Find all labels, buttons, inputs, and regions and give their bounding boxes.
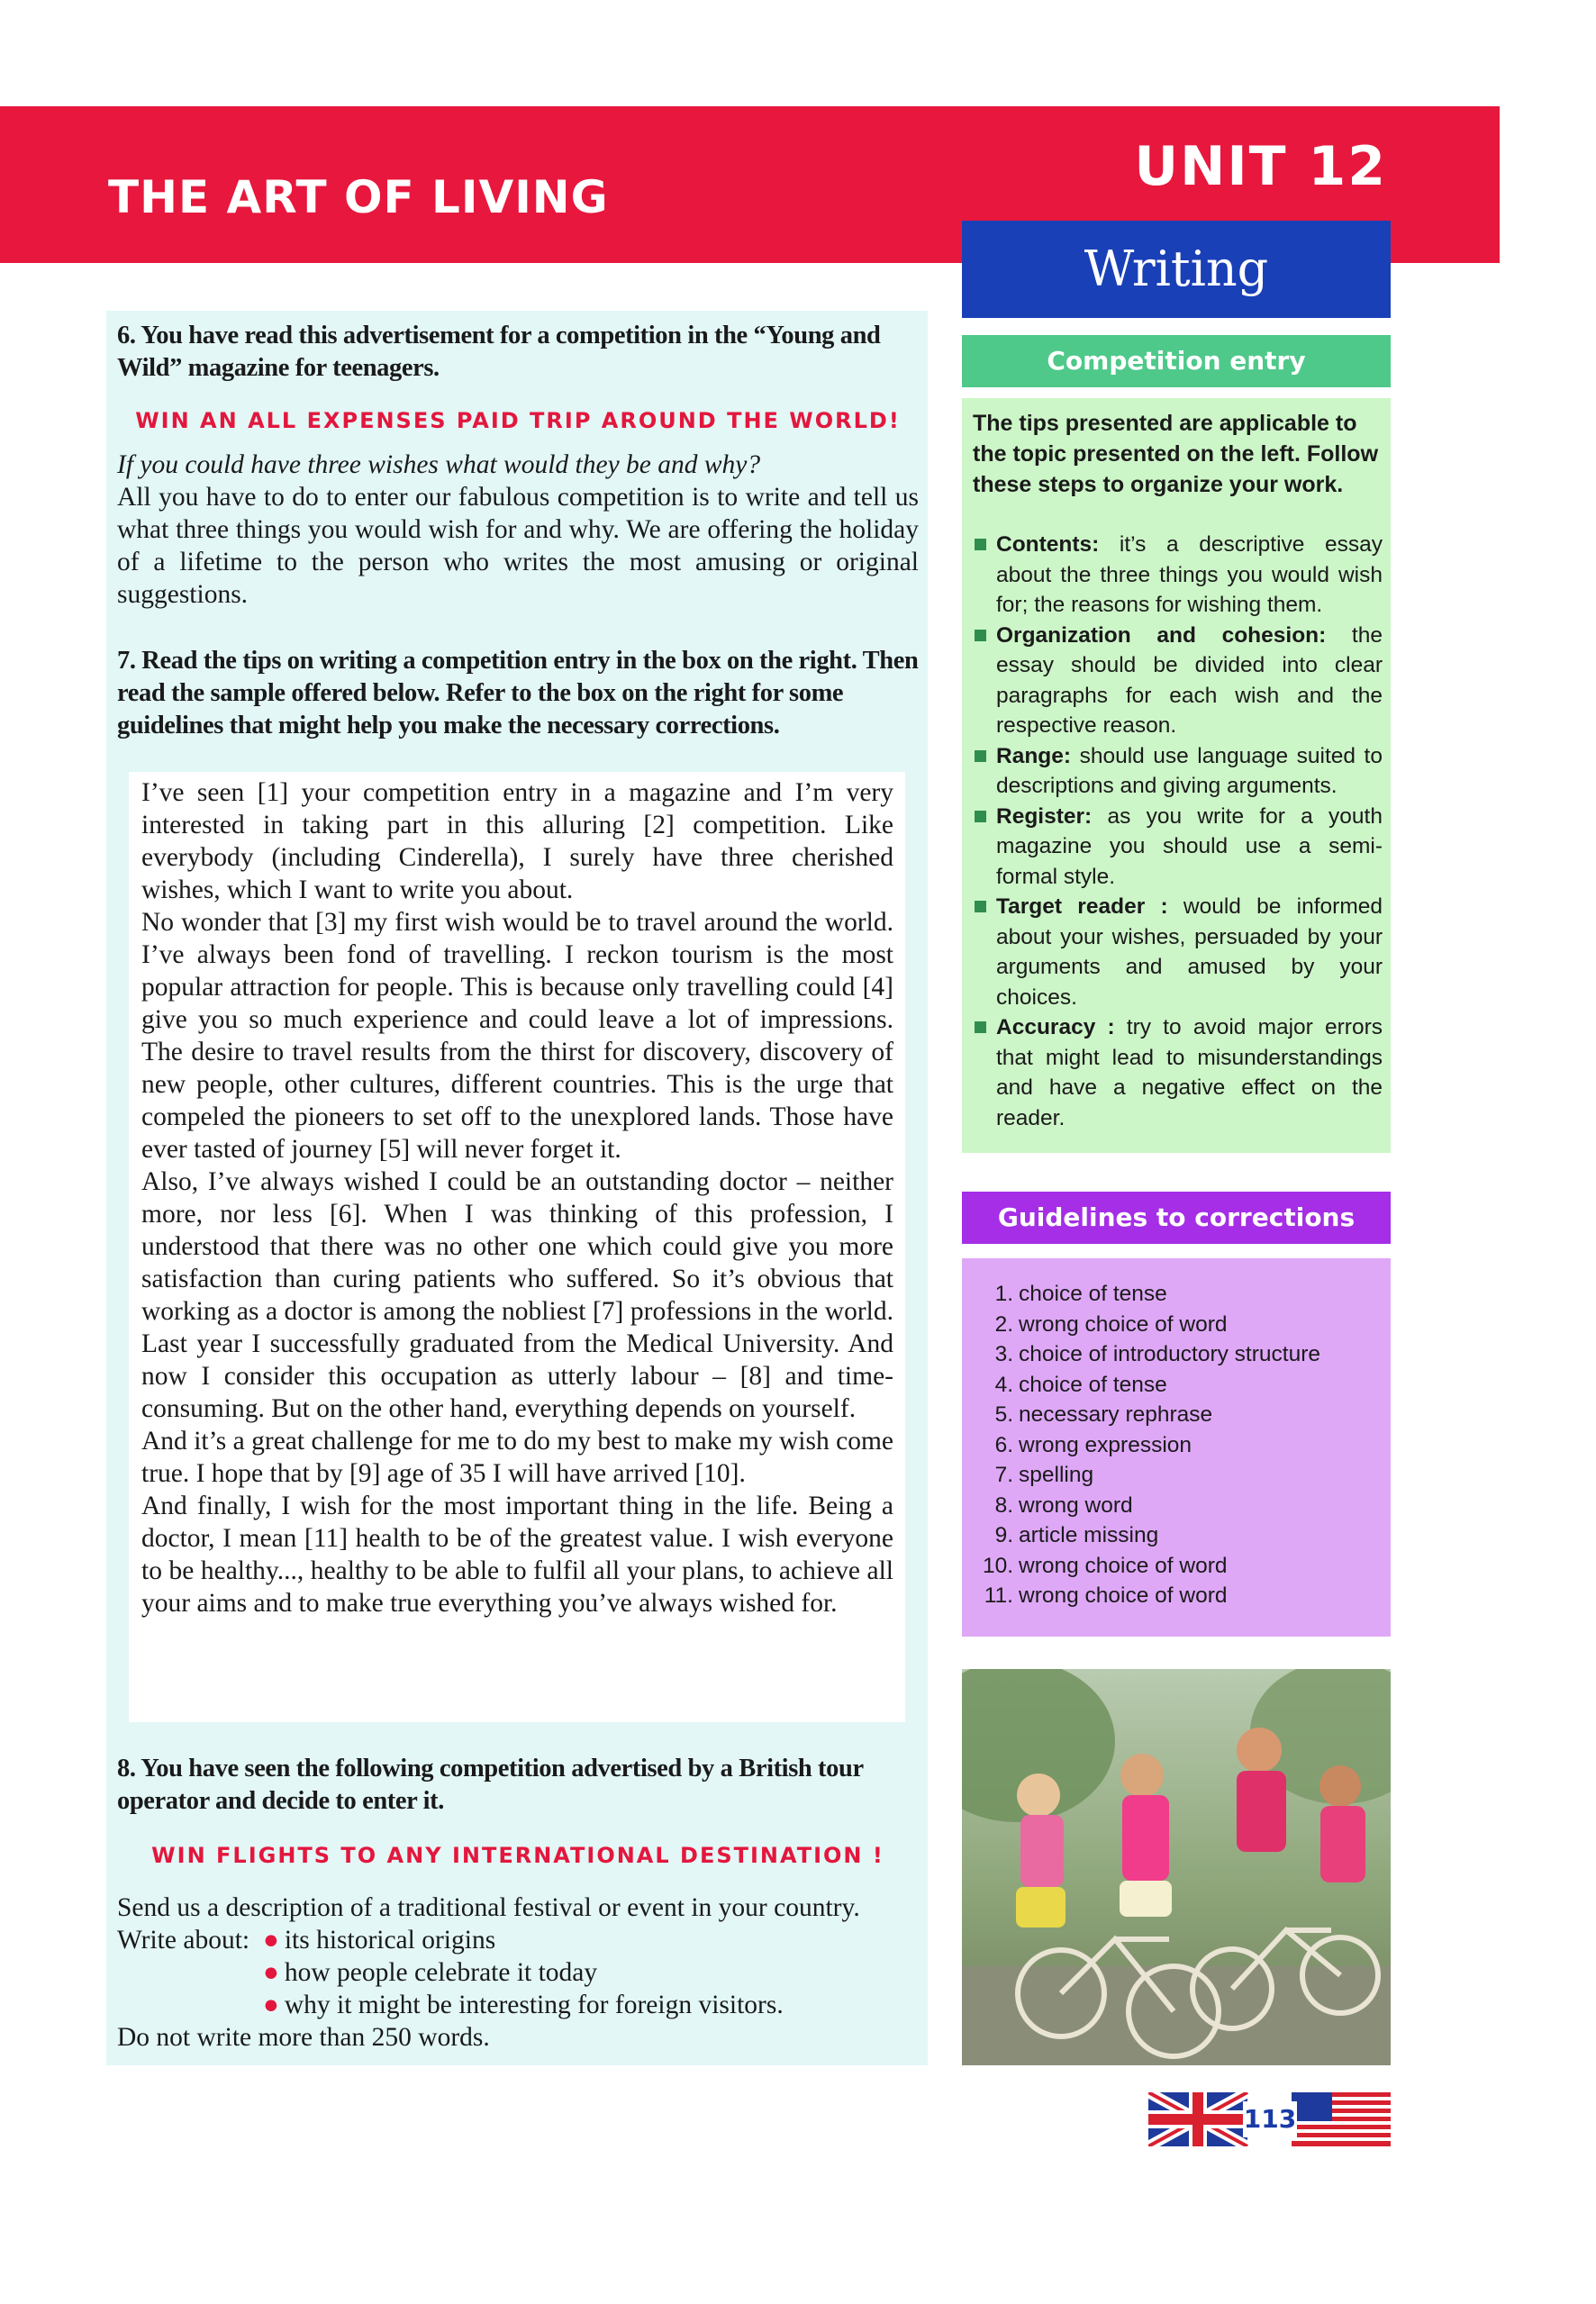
- task-6-prompt: 6. You have read this advertisement for a competition in the “Young and Wild” magazine for teenagers.: [117, 322, 881, 382]
- tip-item: Target reader : would be informed about your wishes, persuaded by your arguments and amused by your choices.: [973, 892, 1383, 1012]
- bullet-icon: ●: [263, 1991, 279, 2019]
- ad-question: If you could have three wishes what would they be and why?: [117, 450, 761, 479]
- ad-body: All you have to do to enter our fabulous competition is to write and tell us what three things you would wish for and why. We are offering the holiday of a lifetime to the person who writes the most amusing or original suggestions.: [117, 483, 919, 609]
- guideline-item: 11. wrong choice of word: [984, 1583, 1228, 1608]
- competition-entry-header: Competition entry: [962, 335, 1391, 387]
- tip-item: Accuracy : try to avoid major errors that might lead to misunderstandings and have a negative effect on the reader.: [973, 1012, 1383, 1133]
- guideline-item: 9. article missing: [994, 1523, 1159, 1547]
- task-8-intro: Send us a description of a traditional festival or event in your country.: [117, 1893, 860, 1922]
- guideline-item: 3. choice of introductory structure: [994, 1342, 1320, 1366]
- ad-headline-trip: WIN AN ALL EXPENSES PAID TRIP AROUND THE WORLD!: [135, 408, 901, 433]
- sample-paragraph: I’ve seen [1] your competition entry in a magazine and I’m very interested in taking part in this alluring [2] competition. Like everybody (including Cinderella), I surely have three cherished wishes, which I want to write you about.: [141, 778, 893, 904]
- cyclists-photo: [962, 1669, 1391, 2065]
- us-flag-icon: [1292, 2092, 1391, 2146]
- guideline-item: 10. wrong choice of word: [982, 1553, 1228, 1578]
- bullet-icon: ●: [263, 1958, 279, 1987]
- tips-list: [973, 530, 1383, 1133]
- square-bullet-icon: [975, 630, 986, 641]
- task-8-point: ● how people celebrate it today: [263, 1958, 598, 1987]
- uk-flag-icon: [1148, 2092, 1247, 2146]
- task-8-point: ● why it might be interesting for foreign visitors.: [263, 1991, 784, 2019]
- unit-label: UNIT 12: [1134, 135, 1387, 198]
- guideline-item: 7. spelling: [994, 1463, 1094, 1487]
- guideline-item: 2. wrong choice of word: [994, 1311, 1228, 1337]
- sample-paragraph: Also, I’ve always wished I could be an outstanding doctor – neither more, nor less [6]. When I was thinking of this profession, I understood that there was no other one which could give you more satisfaction than curing patients who suffered. So it’s obvious that working as a doctor is among the nobliest [7] professions in the world. Last year I successfully graduated from the Medical University. And now I consider this occupation as utterly labour – [8] and time-consuming. But on the other hand, everything depends on yourself.: [141, 1167, 893, 1423]
- tip-item: Contents: it’s a descriptive essay about the three things you would wish for; the reasons for wishing them.: [973, 530, 1383, 621]
- square-bullet-icon: [975, 811, 986, 822]
- square-bullet-icon: [975, 901, 986, 912]
- square-bullet-icon: [975, 750, 986, 762]
- sample-paragraph: No wonder that [3] my first wish would be to travel around the world. I’ve always been fond of travelling. I reckon tourism is the most popular attraction for people. This is because only travelling could [4] give you so much experience and could leave a lot of impressions. The desire to travel results from the thirst for discovery, discovery of new people, other cultures, different countries. This is the urge that compeled the pioneers to set off to the unexplored lands. Those have ever tasted of journey [5] will never forget it.: [141, 908, 893, 1164]
- word-limit: Do not write more than 250 words.: [117, 2023, 490, 2052]
- writing-label: Writing: [962, 221, 1391, 318]
- guideline-item: 5. necessary rephrase: [994, 1402, 1213, 1427]
- guideline-item: 4. choice of tense: [994, 1372, 1167, 1397]
- task-8-point: ● its historical origins: [263, 1926, 496, 1955]
- write-about-label: Write about:: [117, 1926, 250, 1955]
- square-bullet-icon: [975, 539, 986, 550]
- task-7-prompt: 7. Read the tips on writing a competition entry in the box on the right. Then read the sample offered below. Refer to the box on the right for some guidelines that might help you make the necessary corrections.: [117, 647, 919, 739]
- tip-item: Range: should use language suited to descriptions and giving arguments.: [973, 741, 1383, 802]
- guideline-item: 6. wrong expression: [994, 1432, 1192, 1457]
- tips-intro: The tips presented are applicable to the topic presented on the left. Follow these steps to organize your work.: [973, 411, 1379, 497]
- ad-headline-flights: WIN FLIGHTS TO ANY INTERNATIONAL DESTINATION !: [151, 1843, 884, 1868]
- sample-entry-text: [141, 776, 893, 1619]
- guidelines-header: Guidelines to corrections: [962, 1192, 1391, 1244]
- task-8-prompt: 8. You have seen the following competition advertised by a British tour operator and decide to enter it.: [117, 1755, 864, 1815]
- guidelines-list: [977, 1279, 1320, 1611]
- guideline-item: 8. wrong word: [994, 1492, 1133, 1518]
- tip-item: Register: as you write for a youth magazine you should use a semi-formal style.: [973, 802, 1383, 893]
- square-bullet-icon: [975, 1021, 986, 1033]
- bullet-icon: ●: [263, 1926, 279, 1955]
- sample-paragraph: And it’s a great challenge for me to do my best to make my wish come true. I hope that by [9] age of 35 I will have arrived [10].: [141, 1427, 893, 1488]
- sample-paragraph: And finally, I wish for the most important thing in the life. Being a doctor, I mean [11] health to be of the greatest value. I wish everyone to be healthy..., healthy to be able to fulfil all your plans, to achieve all your aims and to make true everything you’ve always wished for.: [141, 1492, 893, 1618]
- page-number: 113: [1243, 2101, 1297, 2137]
- section-title: THE ART OF LIVING: [108, 171, 609, 223]
- tip-item: Organization and cohesion: the essay should be divided into clear paragraphs for each wish and the respective reason.: [973, 621, 1383, 741]
- guideline-item: 1. choice of tense: [994, 1282, 1167, 1306]
